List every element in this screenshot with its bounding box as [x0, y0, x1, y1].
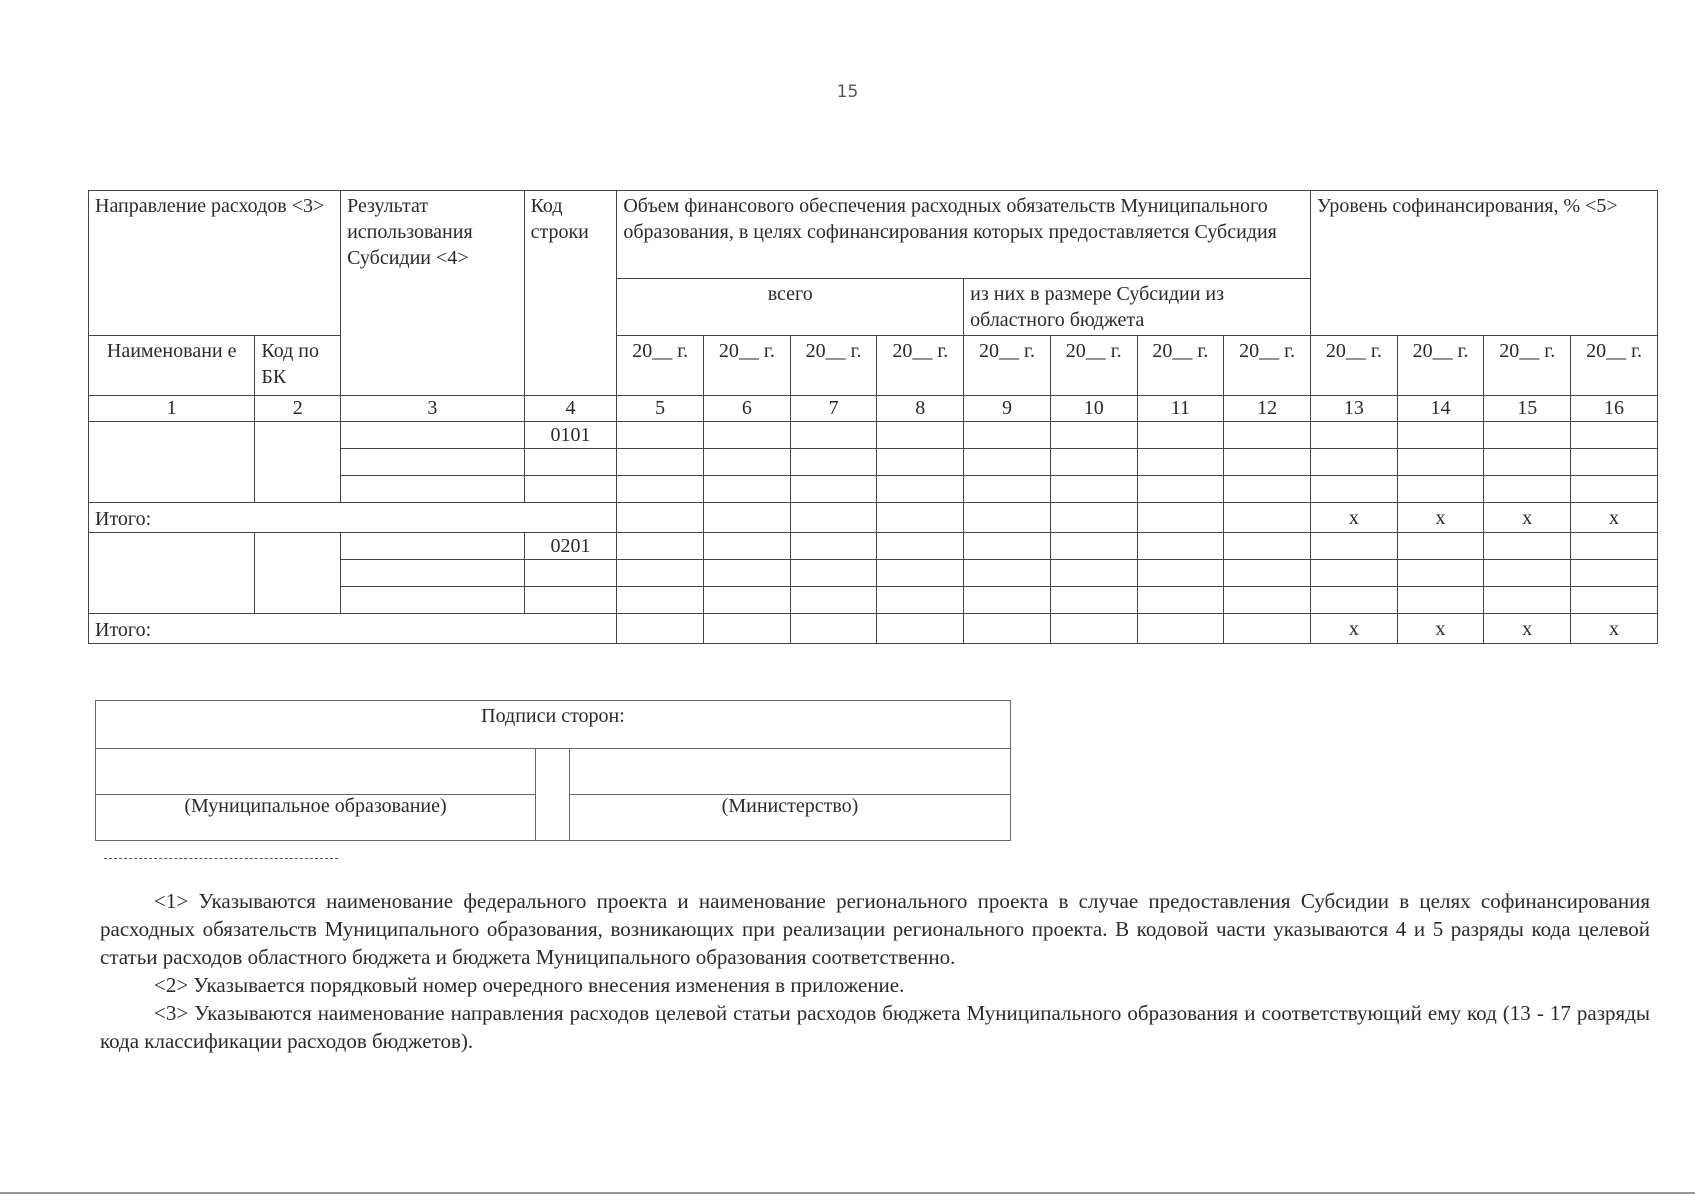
- header-year-cell: 20__ г.: [1484, 336, 1571, 396]
- value-cell: [617, 614, 704, 644]
- value-cell: [1484, 476, 1571, 503]
- footnote-separator: [104, 858, 338, 859]
- bottom-border-line: [0, 1192, 1695, 1194]
- header-volume: Объем финансового обеспечения расходных обязательств Муниципального образования, в целях софинансирования которых предоставляется Субсидия: [617, 191, 1311, 279]
- value-cell: [1484, 587, 1571, 614]
- x-mark: x: [1484, 503, 1571, 533]
- value-cell: [1397, 476, 1484, 503]
- value-cell: [1224, 614, 1311, 644]
- value-cell: [1571, 476, 1658, 503]
- header-year-cell: 20__ г.: [1571, 336, 1658, 396]
- column-number: 4: [524, 396, 617, 422]
- signature-line-left: [96, 749, 536, 795]
- header-year-cell: 20__ г.: [1397, 336, 1484, 396]
- signature-gap: [536, 749, 570, 841]
- value-cell: [1050, 560, 1137, 587]
- x-mark: x: [1311, 614, 1398, 644]
- x-mark: x: [1571, 503, 1658, 533]
- header-year-cell: 20__ г.: [964, 336, 1051, 396]
- value-cell: [1484, 449, 1571, 476]
- value-cell: [1137, 614, 1224, 644]
- value-cell: [1397, 533, 1484, 560]
- value-cell: [964, 503, 1051, 533]
- footnote-3: <3> Указываются наименование направления расходов целевой статьи расходов бюджета Муниципального образования и соответствующий ему код (13 - 17 разряды кода классификации расходов бюджетов).: [100, 1001, 1650, 1053]
- value-cell: [964, 476, 1051, 503]
- value-cell: [1050, 503, 1137, 533]
- total-row: [89, 614, 1658, 644]
- header-bk-code: Код по БК: [255, 336, 341, 396]
- value-cell: [704, 476, 791, 503]
- table-row: [89, 533, 1658, 560]
- value-cell: [1137, 449, 1224, 476]
- value-cell: [617, 560, 704, 587]
- column-number: 8: [877, 396, 964, 422]
- row-code-cell: [524, 587, 617, 614]
- column-number: 9: [964, 396, 1051, 422]
- value-cell: [1311, 476, 1398, 503]
- column-number: 7: [790, 396, 877, 422]
- value-cell: [790, 422, 877, 449]
- value-cell: [1397, 560, 1484, 587]
- direction-name-cell: [89, 533, 255, 614]
- table-row: [89, 422, 1658, 449]
- result-cell: [341, 449, 525, 476]
- value-cell: [704, 560, 791, 587]
- signatures-table: [95, 700, 1011, 841]
- value-cell: [617, 533, 704, 560]
- column-number: 5: [617, 396, 704, 422]
- value-cell: [964, 449, 1051, 476]
- value-cell: [1484, 560, 1571, 587]
- header-year-cell: 20__ г.: [617, 336, 704, 396]
- value-cell: [1050, 476, 1137, 503]
- column-number: 3: [341, 396, 525, 422]
- value-cell: [1050, 533, 1137, 560]
- value-cell: [704, 533, 791, 560]
- column-number: 2: [255, 396, 341, 422]
- value-cell: [1224, 533, 1311, 560]
- header-year-cell: 20__ г.: [1224, 336, 1311, 396]
- x-mark: x: [1571, 614, 1658, 644]
- signatures-title: Подписи сторон:: [96, 701, 1011, 749]
- value-cell: [1311, 449, 1398, 476]
- value-cell: [617, 449, 704, 476]
- value-cell: [1571, 587, 1658, 614]
- value-cell: [1224, 503, 1311, 533]
- value-cell: [1397, 587, 1484, 614]
- result-cell: [341, 560, 525, 587]
- result-cell: [341, 476, 525, 503]
- column-number: 11: [1137, 396, 1224, 422]
- value-cell: [877, 614, 964, 644]
- x-mark: x: [1311, 503, 1398, 533]
- value-cell: [1224, 449, 1311, 476]
- value-cell: [1224, 560, 1311, 587]
- header-direction: Направление расходов <3>: [89, 191, 341, 336]
- column-number: 6: [704, 396, 791, 422]
- header-year-cell: 20__ г.: [704, 336, 791, 396]
- row-code-cell: [524, 449, 617, 476]
- value-cell: [790, 503, 877, 533]
- column-number: 13: [1311, 396, 1398, 422]
- header-of-which: из них в размере Субсидии из областного бюджета: [964, 279, 1311, 336]
- x-mark: x: [1484, 614, 1571, 644]
- value-cell: [790, 533, 877, 560]
- value-cell: [790, 476, 877, 503]
- x-mark: x: [1397, 503, 1484, 533]
- column-number: 15: [1484, 396, 1571, 422]
- x-mark: x: [1397, 614, 1484, 644]
- column-number: 14: [1397, 396, 1484, 422]
- value-cell: [1397, 449, 1484, 476]
- value-cell: [964, 533, 1051, 560]
- value-cell: [877, 560, 964, 587]
- value-cell: [790, 560, 877, 587]
- value-cell: [1137, 422, 1224, 449]
- footnotes: [100, 887, 1650, 1055]
- value-cell: [617, 587, 704, 614]
- header-row-code: Код строки: [524, 191, 617, 396]
- value-cell: [1571, 422, 1658, 449]
- header-result: Результат использования Субсидии <4>: [341, 191, 525, 396]
- value-cell: [704, 449, 791, 476]
- total-label: Итого:: [89, 614, 617, 644]
- value-cell: [877, 587, 964, 614]
- value-cell: [964, 560, 1051, 587]
- value-cell: [704, 587, 791, 614]
- value-cell: [704, 503, 791, 533]
- value-cell: [1571, 560, 1658, 587]
- bk-code-cell: [255, 533, 341, 614]
- value-cell: [1484, 533, 1571, 560]
- footnote-2: <2> Указывается порядковый номер очередного внесения изменения в приложение.: [154, 973, 905, 997]
- header-year-cell: 20__ г.: [1137, 336, 1224, 396]
- value-cell: [877, 503, 964, 533]
- value-cell: [877, 533, 964, 560]
- value-cell: [704, 422, 791, 449]
- value-cell: [704, 614, 791, 644]
- value-cell: [877, 449, 964, 476]
- row-code-cell: [524, 476, 617, 503]
- column-number: 12: [1224, 396, 1311, 422]
- header-level: Уровень софинансирования, % <5>: [1311, 191, 1658, 336]
- signature-label-right: (Министерство): [570, 795, 1011, 841]
- value-cell: [790, 587, 877, 614]
- value-cell: [1397, 422, 1484, 449]
- bk-code-cell: [255, 422, 341, 503]
- value-cell: [1224, 476, 1311, 503]
- value-cell: [877, 422, 964, 449]
- value-cell: [790, 449, 877, 476]
- row-code-cell: [524, 560, 617, 587]
- value-cell: [1311, 533, 1398, 560]
- row-code-cell: 0201: [524, 533, 617, 560]
- header-year-cell: 20__ г.: [790, 336, 877, 396]
- signature-line-right: [570, 749, 1011, 795]
- column-number: 10: [1050, 396, 1137, 422]
- page-number: 15: [836, 82, 859, 102]
- value-cell: [1050, 587, 1137, 614]
- column-number: 1: [89, 396, 255, 422]
- value-cell: [1571, 449, 1658, 476]
- value-cell: [877, 476, 964, 503]
- header-year-cell: 20__ г.: [877, 336, 964, 396]
- value-cell: [964, 614, 1051, 644]
- value-cell: [1224, 587, 1311, 614]
- value-cell: [1137, 503, 1224, 533]
- value-cell: [1050, 449, 1137, 476]
- value-cell: [1050, 422, 1137, 449]
- value-cell: [1311, 587, 1398, 614]
- signature-label-left: (Муниципальное образование): [96, 795, 536, 841]
- total-row: [89, 503, 1658, 533]
- value-cell: [1571, 533, 1658, 560]
- header-year-cell: 20__ г.: [1311, 336, 1398, 396]
- result-cell: [341, 422, 525, 449]
- value-cell: [617, 422, 704, 449]
- result-cell: [341, 587, 525, 614]
- value-cell: [1137, 587, 1224, 614]
- row-code-cell: 0101: [524, 422, 617, 449]
- value-cell: [1050, 614, 1137, 644]
- value-cell: [1224, 422, 1311, 449]
- result-cell: [341, 533, 525, 560]
- value-cell: [790, 614, 877, 644]
- column-number: 16: [1571, 396, 1658, 422]
- subsidy-table: [88, 190, 1658, 644]
- value-cell: [1484, 422, 1571, 449]
- value-cell: [1137, 533, 1224, 560]
- value-cell: [964, 587, 1051, 614]
- total-label: Итого:: [89, 503, 617, 533]
- direction-name-cell: [89, 422, 255, 503]
- header-name: Наименовани е: [89, 336, 255, 396]
- header-year-cell: 20__ г.: [1050, 336, 1137, 396]
- value-cell: [964, 422, 1051, 449]
- value-cell: [1311, 422, 1398, 449]
- value-cell: [617, 476, 704, 503]
- header-total: всего: [617, 279, 964, 336]
- footnote-1: <1> Указываются наименование федерального проекта и наименование регионального проекта в случае предоставления Субсидии в целях софинансирования расходных обязательств Муниципального образования, возникающих при реализации регионального проекта. В кодовой части указываются 4 и 5 разряды кода целевой статьи расходов областного бюджета и бюджета Муниципального образования соответственно.: [100, 889, 1650, 969]
- value-cell: [1137, 560, 1224, 587]
- value-cell: [1137, 476, 1224, 503]
- value-cell: [1311, 560, 1398, 587]
- value-cell: [617, 503, 704, 533]
